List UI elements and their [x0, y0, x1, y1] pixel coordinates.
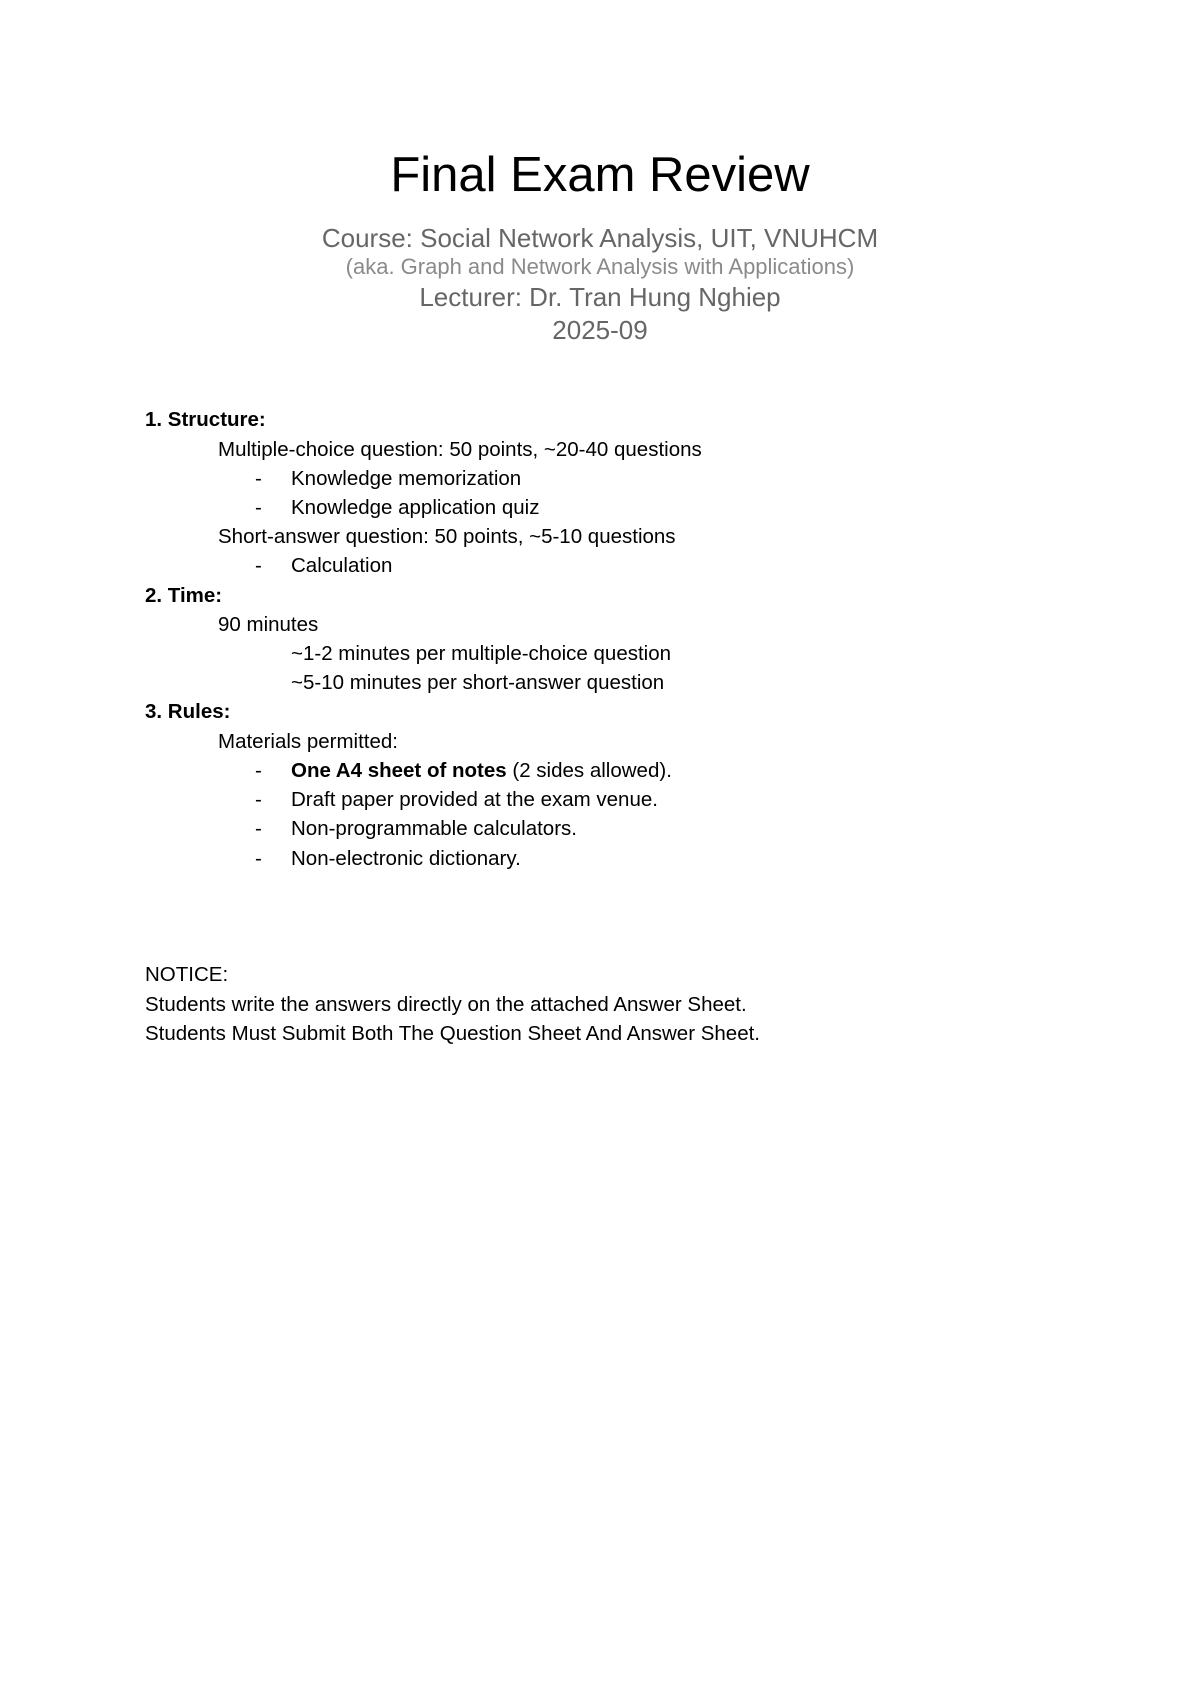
- list-item: Draft paper provided at the exam venue.: [291, 788, 658, 811]
- bullet-dash: -: [255, 759, 262, 782]
- bullet-dash: -: [255, 554, 262, 577]
- short-answer-description: Short-answer question: 50 points, ~5-10 questions: [218, 525, 676, 548]
- emphasized-text: One A4 sheet of notes: [291, 759, 507, 782]
- materials-label: Materials permitted:: [218, 730, 399, 753]
- list-item: Knowledge memorization: [291, 467, 522, 490]
- section-heading-rules: 3. Rules:: [145, 700, 231, 723]
- notice-line: Students write the answers directly on the attached Answer Sheet.: [145, 993, 747, 1016]
- list-item: Non-programmable calculators.: [291, 817, 577, 840]
- bullet-dash: -: [255, 817, 262, 840]
- course-subtitle: Course: Social Network Analysis, UIT, VNUHCM: [321, 223, 879, 253]
- mcq-description: Multiple-choice question: 50 points, ~20-40 questions: [218, 438, 702, 461]
- section-heading-time: 2. Time:: [145, 584, 223, 607]
- time-detail: ~5-10 minutes per short-answer question: [291, 671, 665, 694]
- list-item-text: (2 sides allowed).: [506, 759, 672, 782]
- course-alias: (aka. Graph and Network Analysis with Applications): [345, 254, 855, 279]
- list-item: [291, 759, 672, 783]
- list-item: Knowledge application quiz: [291, 496, 540, 519]
- exam-date: 2025-09: [552, 315, 648, 345]
- lecturer-name: Lecturer: Dr. Tran Hung Nghiep: [419, 282, 781, 312]
- bullet-dash: -: [255, 467, 262, 490]
- page-title: Final Exam Review: [390, 148, 810, 202]
- list-item: Non-electronic dictionary.: [291, 847, 521, 870]
- section-heading-structure: 1. Structure:: [145, 408, 266, 431]
- notice-line: Students Must Submit Both The Question Sheet And Answer Sheet.: [145, 1022, 760, 1045]
- notice-label: NOTICE:: [145, 963, 229, 986]
- list-item: Calculation: [291, 554, 393, 577]
- bullet-dash: -: [255, 847, 262, 870]
- time-detail: ~1-2 minutes per multiple-choice question: [291, 642, 672, 665]
- bullet-dash: -: [255, 496, 262, 519]
- bullet-dash: -: [255, 788, 262, 811]
- exam-duration: 90 minutes: [218, 613, 319, 636]
